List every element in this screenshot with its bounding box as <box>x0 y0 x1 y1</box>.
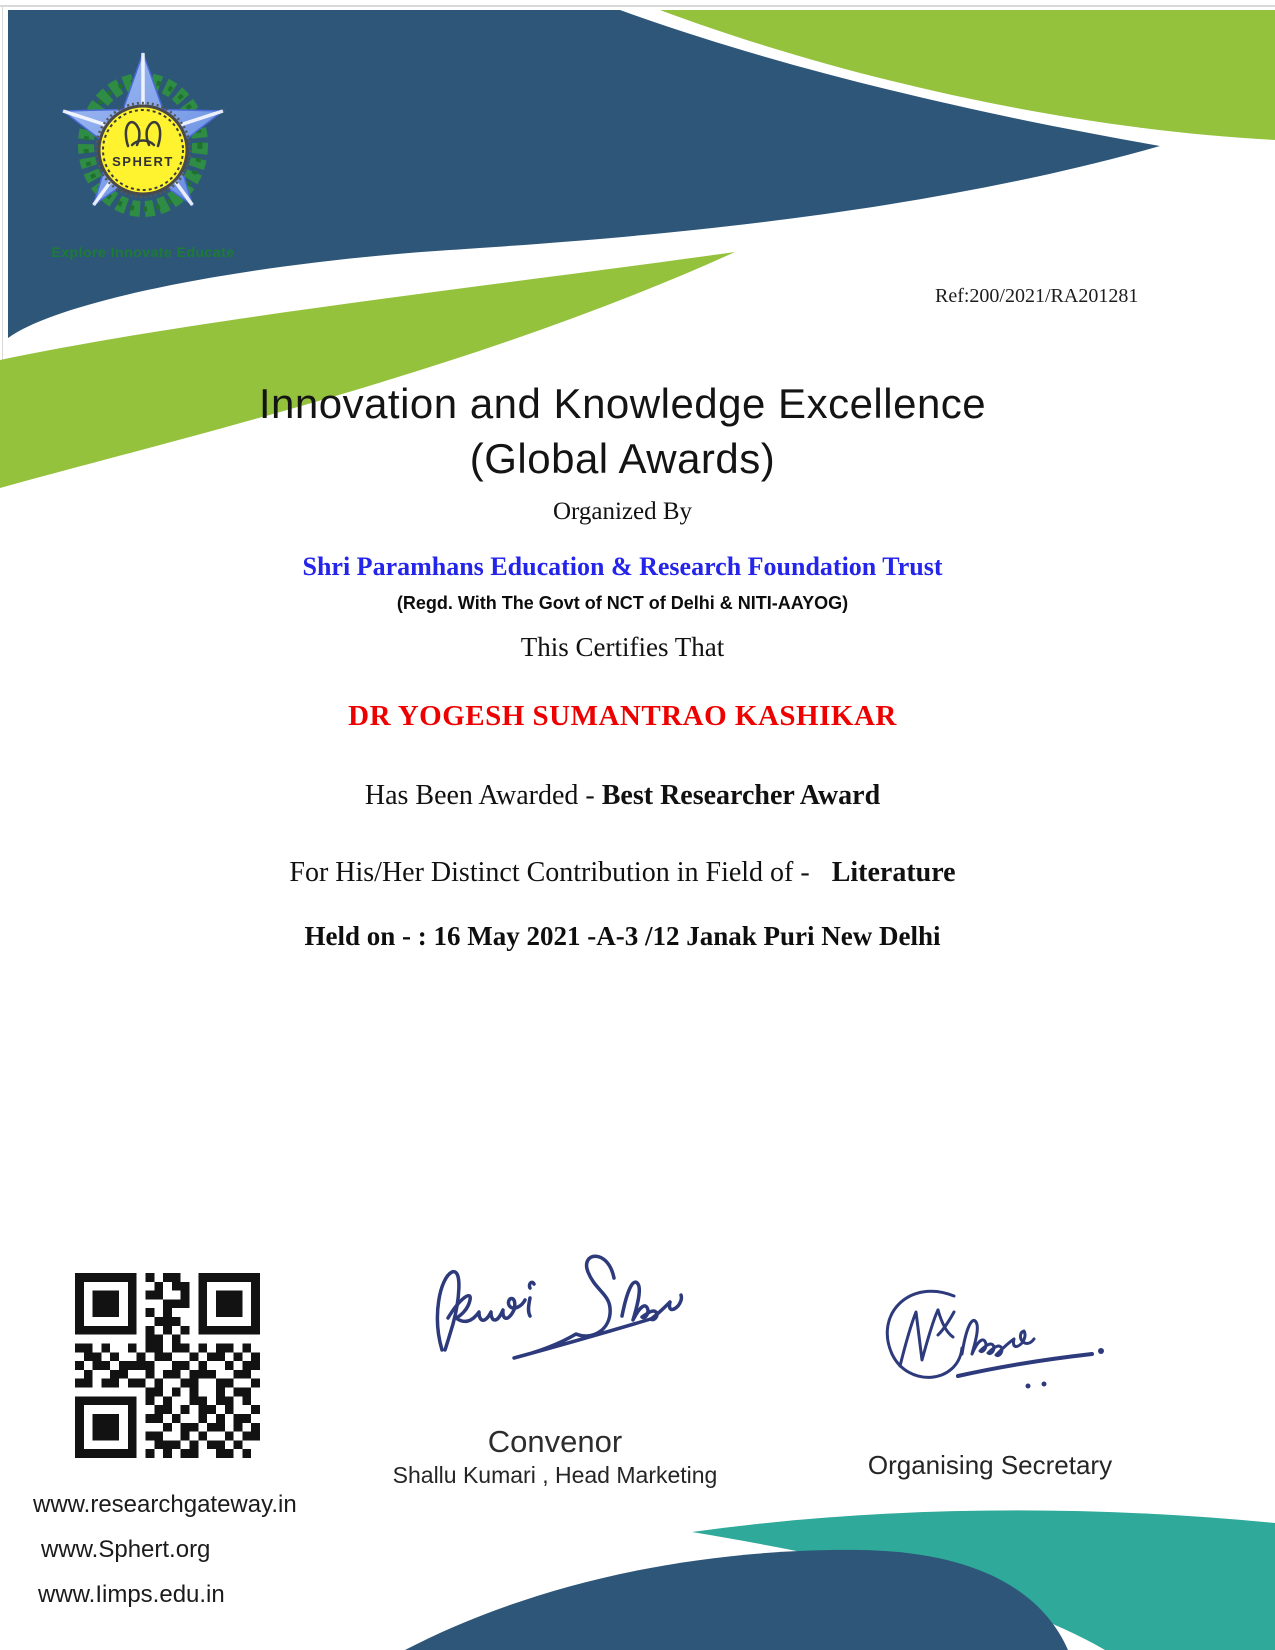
event-details: Held on - : 16 May 2021 -A-3 /12 Janak Puri New Delhi <box>304 921 941 951</box>
website-iimps: www.Iimps.edu.in <box>38 1581 225 1608</box>
title-line-1: Innovation and Knowledge Excellence <box>258 380 987 427</box>
field-name: Literature <box>831 857 956 888</box>
award-prefix: Has Been Awarded - <box>364 780 602 811</box>
convenor-title: Convenor <box>487 1424 623 1459</box>
secretary-title: Organising Secretary <box>867 1450 1113 1480</box>
certifies-label: This Certifies That <box>520 632 725 662</box>
award-line <box>0 780 1245 812</box>
title-line-2: (Global Awards) <box>469 435 776 482</box>
footer-wave-decoration <box>0 1500 1275 1650</box>
field-prefix: For His/Her Distinct Contribution in Field of - <box>289 857 810 888</box>
organized-by-label: Organized By <box>552 498 693 525</box>
secretary-signature-icon <box>858 1262 1138 1402</box>
certificate-title <box>0 376 1245 486</box>
field-line <box>0 857 1245 889</box>
convenor-name: Shallu Kumari , Head Marketing <box>392 1462 718 1488</box>
award-name: Best Researcher Award <box>601 780 881 811</box>
registration-note: (Regd. With The Govt of NCT of Delhi & NITI-AAYOG) <box>396 593 849 613</box>
logo-tagline: Explore Innovate Educate <box>51 244 235 260</box>
sphert-logo <box>48 42 238 260</box>
sphert-logo-emblem <box>48 42 238 252</box>
sphert-badge-text: SPHERT <box>112 154 174 169</box>
qr-code-image <box>75 1273 260 1458</box>
website-sphert: www.Sphert.org <box>41 1536 211 1563</box>
reference-number: Ref:200/2021/RA201281 <box>935 285 1139 307</box>
awardee-name: DR YOGESH SUMANTRAO KASHIKAR <box>348 700 897 732</box>
organization-name: Shri Paramhans Education & Research Foundation Trust <box>302 552 943 581</box>
convenor-signature-icon <box>418 1232 748 1392</box>
qr-code <box>75 1273 260 1458</box>
website-researchgateway: www.researchgateway.in <box>33 1491 297 1518</box>
